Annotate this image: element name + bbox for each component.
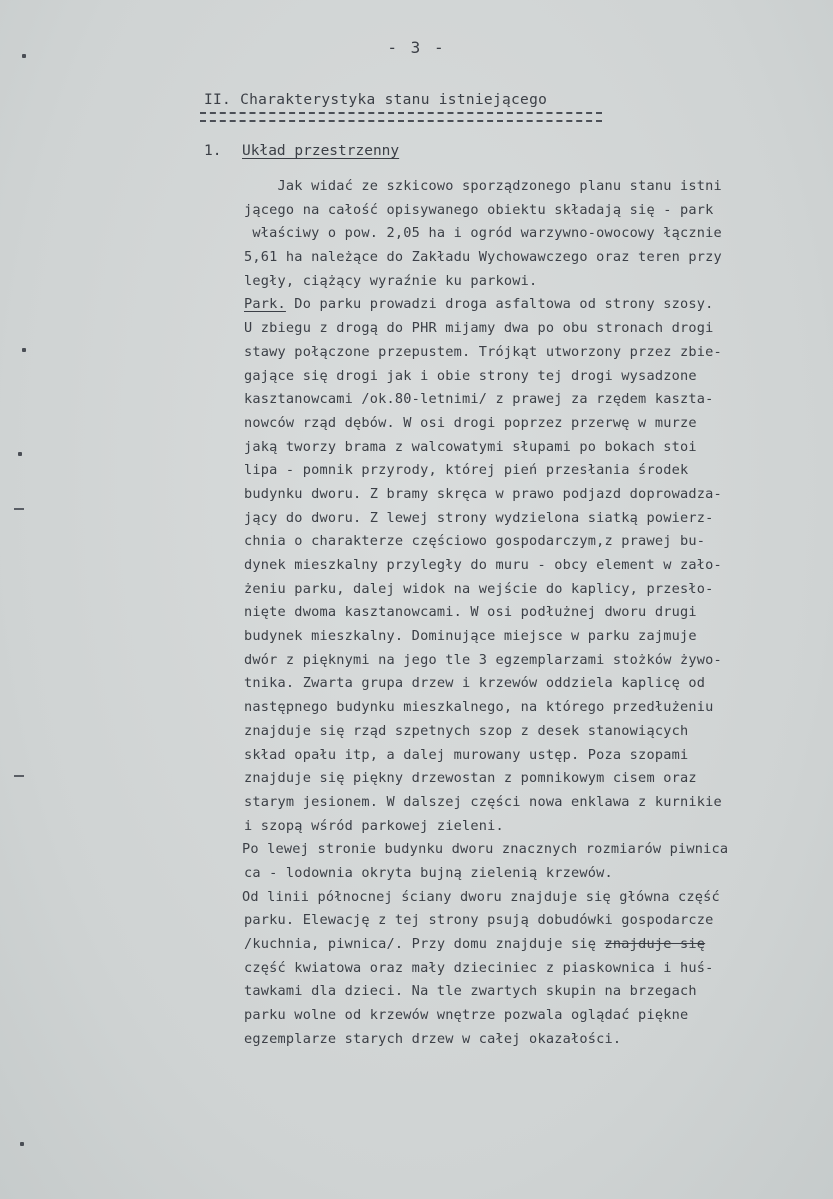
text-line: żeniu parku, dalej widok na wejście do kaplicy, przesło- bbox=[244, 580, 714, 597]
body-text bbox=[244, 175, 829, 1051]
text-line: kasztanowcami /ok.80-letnimi/ z prawej za rzędem kaszta- bbox=[244, 391, 714, 408]
text-run: Do parku prowadzi droga asfaltowa od strony szosy. bbox=[285, 296, 714, 313]
text-line: lipa - pomnik przyrody, której pień przesłania środek bbox=[244, 462, 689, 479]
margin-mark bbox=[14, 775, 24, 777]
subsection-title: Układ przestrzenny bbox=[242, 143, 400, 159]
text-line: parku. Elewację z tej strony psują dobudówki gospodarcze bbox=[244, 912, 714, 929]
text-line: budynku dworu. Z bramy skręca w prawo podjazd doprowadza- bbox=[244, 485, 722, 502]
text-line: 5,61 ha należące do Zakładu Wychowawczego oraz teren przy bbox=[244, 249, 722, 266]
text-line: chnia o charakterze częściowo gospodarczym,z prawej bu- bbox=[244, 533, 706, 550]
paragraph-label: Park. bbox=[244, 296, 286, 313]
text-line: parku wolne od krzewów wnętrze pozwala oglądać piękne bbox=[244, 1007, 689, 1024]
struck-text: znajduje się bbox=[604, 936, 706, 952]
text-line: dynek mieszkalny przyległy do muru - obcy element w zało- bbox=[244, 557, 722, 573]
text-line: właściwy o pow. 2,05 ha i ogród warzywno-owocowy łącznie bbox=[244, 225, 722, 242]
text-line: nięte dwoma kasztanowcami. W osi podłużnej dworu drugi bbox=[244, 604, 697, 621]
text-line: jącego na całość opisywanego obiektu składają się - park bbox=[244, 201, 714, 218]
text-line: jący do dworu. Z lewej strony wydzielona siatką powierz- bbox=[244, 509, 714, 526]
title-double-rule bbox=[200, 112, 602, 122]
margin-mark bbox=[14, 508, 24, 510]
text-line bbox=[244, 933, 829, 957]
text-run: Po lewej stronie budynku dworu znacznych rozmiarów piwnica bbox=[242, 841, 729, 858]
punch-hole bbox=[18, 452, 22, 456]
text-line: nowców rząd dębów. W osi drogi poprzez przerwę w murze bbox=[244, 414, 697, 431]
text-line: U zbiegu z drogą do PHR mijamy dwa po obu stronach drogi bbox=[244, 320, 714, 337]
text-line: stawy połączone przepustem. Trójkąt utworzony przez zbie- bbox=[244, 343, 722, 360]
text-line: następnego budynku mieszkalnego, na którego przedłużeniu bbox=[244, 699, 714, 716]
subsection-number: 1. bbox=[204, 143, 222, 159]
text-line: jaką tworzy brama z walcowatymi słupami po bokach stoi bbox=[244, 438, 697, 455]
text-line: i szopą wśród parkowej zieleni. bbox=[244, 817, 504, 834]
text-line: tawkami dla dzieci. Na tle zwartych skupin na brzegach bbox=[244, 983, 697, 1000]
text-line bbox=[242, 838, 829, 862]
text-line: starym jesionem. W dalszej części nowa enklawa z kurnikie bbox=[244, 793, 722, 810]
text-line: gające się drogi jak i obie strony tej drogi wysadzone bbox=[244, 367, 697, 384]
text-run: Od linii północnej ściany dworu znajduje się główna część bbox=[242, 888, 720, 905]
text-line: znajduje się piękny drzewostan z pomnikowym cisem oraz bbox=[244, 770, 697, 787]
section-title: II. Charakterystyka stanu istniejącego bbox=[204, 92, 548, 108]
text-run: /kuchnia, piwnica/. Przy domu znajduje się bbox=[244, 936, 605, 952]
punch-hole bbox=[20, 1142, 24, 1146]
text-line: skład opału itp, a dalej murowany ustęp. Poza szopami bbox=[244, 746, 689, 763]
text-line: budynek mieszkalny. Dominujące miejsce w parku zajmuje bbox=[244, 628, 697, 645]
subsection-heading bbox=[204, 143, 399, 159]
text-line: tnika. Zwarta grupa drzew i krzewów oddziela kaplicę od bbox=[244, 675, 706, 692]
text-line bbox=[244, 293, 829, 317]
punch-hole bbox=[22, 348, 26, 352]
text-line: ca - lodownia okryta bujną zielenią krzewów. bbox=[244, 864, 613, 881]
text-line: Jak widać ze szkicowo sporządzonego planu stanu istni bbox=[244, 178, 722, 194]
text-line: dwór z pięknymi na jego tle 3 egzemplarzami stożków żywo- bbox=[244, 651, 722, 668]
text-line: część kwiatowa oraz mały dzieciniec z piaskownica i huś- bbox=[244, 959, 714, 976]
text-line: legły, ciążący wyraźnie ku parkowi. bbox=[244, 272, 538, 289]
text-line: znajduje się rząd szpetnych szop z desek stanowiących bbox=[244, 722, 689, 739]
page-number: - 3 - bbox=[387, 38, 446, 57]
text-line: egzemplarze starych drzew w całej okazałości. bbox=[244, 1030, 622, 1047]
text-line bbox=[242, 886, 829, 910]
